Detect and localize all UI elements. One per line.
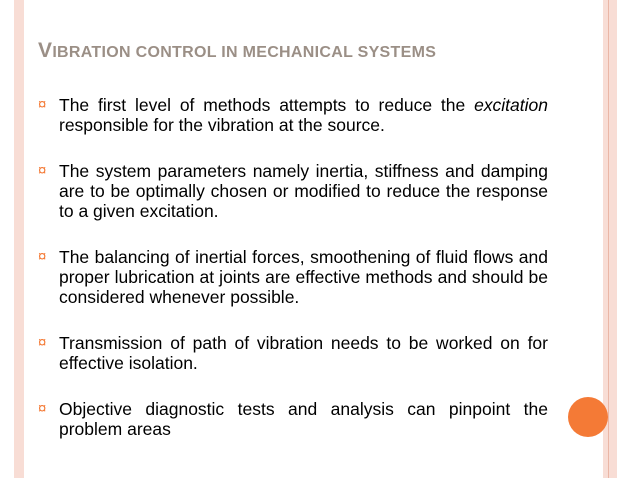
bullet-icon: ¤ — [38, 96, 47, 113]
bullet-icon: ¤ — [38, 162, 47, 179]
slide-title: VIBRATION CONTROL IN MECHANICAL SYSTEMS — [38, 39, 437, 62]
left-decorative-bar — [14, 0, 24, 478]
bullet-icon: ¤ — [38, 248, 47, 265]
bullet-text-emphasis: excitation — [474, 95, 548, 115]
bullet-text: The balancing of inertial forces, smoothening of fluid flows and proper lubrication at joints are effective methods and should be considered whenever possible. — [59, 247, 548, 307]
bullet-text: Transmission of path of vibration needs to be worked on for effective isolation. — [59, 333, 548, 373]
bullet-item-3 — [38, 247, 548, 307]
bullet-text: Objective diagnostic tests and analysis can pinpoint the problem areas — [59, 399, 548, 439]
bullet-text-pre: The first level of methods attempts to reduce the — [59, 95, 475, 115]
bullet-text: The system parameters namely inertia, stiffness and damping are to be optimally chosen or modified to reduce the response to a given excitation. — [59, 161, 548, 221]
bullet-text-post: responsible for the vibration at the source. — [59, 115, 385, 135]
bullet-item-2 — [38, 161, 548, 221]
bullet-icon: ¤ — [38, 334, 47, 351]
bullet-item-4 — [38, 333, 548, 373]
bullet-item-1 — [38, 95, 548, 135]
orange-circle-decoration — [568, 397, 608, 437]
bullet-list — [38, 95, 548, 465]
right-bar-line — [608, 0, 609, 478]
bullet-item-5 — [38, 399, 548, 439]
bullet-icon: ¤ — [38, 400, 47, 417]
